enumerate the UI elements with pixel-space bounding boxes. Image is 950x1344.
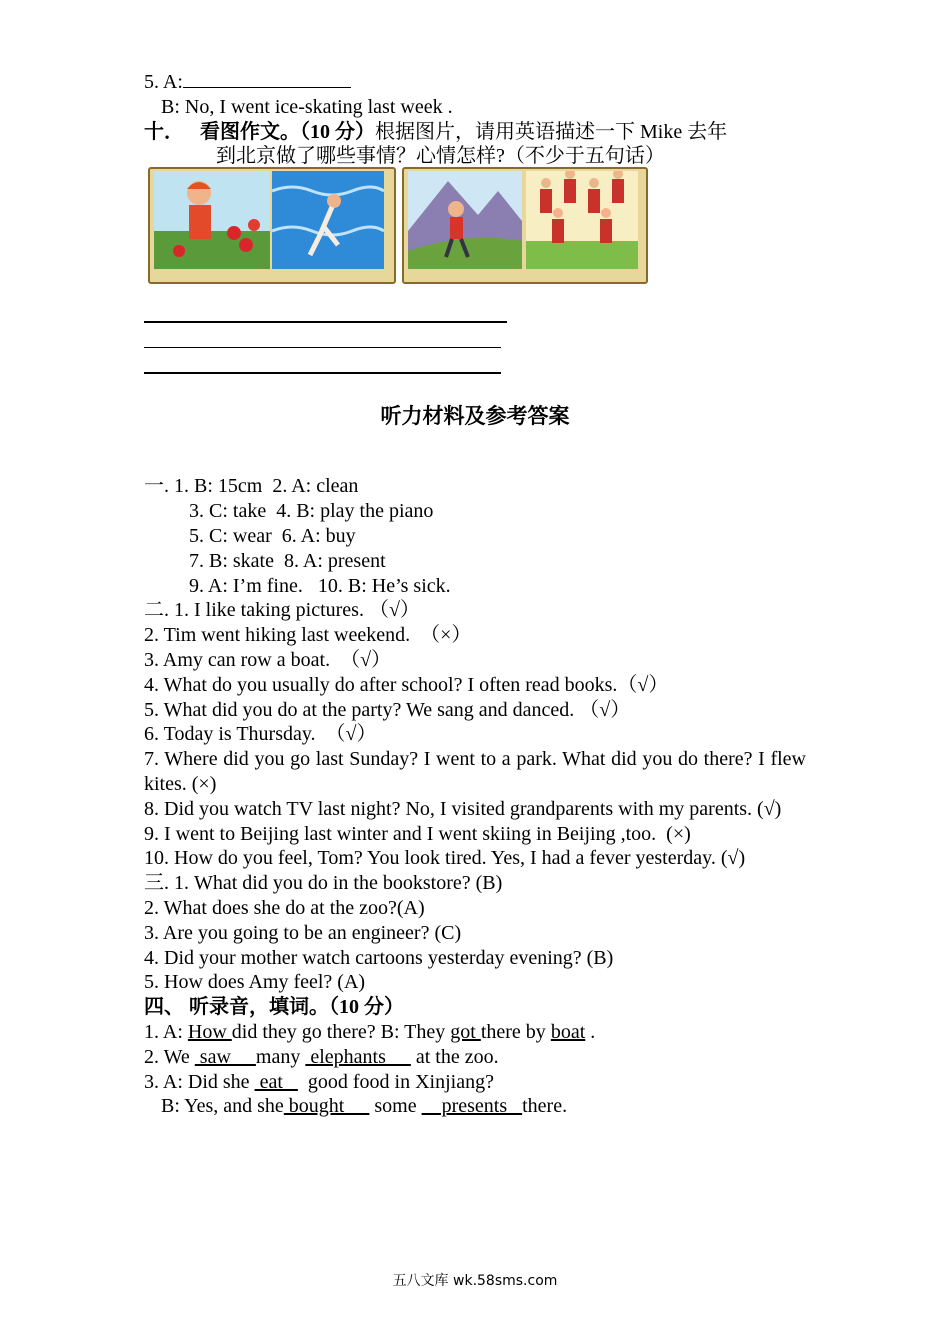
picture-mike-flowers: [154, 171, 270, 269]
part-1-line: 7. B: skate 8. A: present: [189, 549, 386, 572]
question-5b: B: No, I went ice-skating last week .: [161, 95, 453, 118]
part-1-line: 9. A: I’m fine. 10. B: He’s sick.: [189, 574, 451, 597]
document-page: [144, 70, 806, 1119]
part-2-item: 4. What do you usually do after school? I often read books.（√）: [144, 673, 669, 696]
part-2-item: 6. Today is Thursday. （√）: [144, 723, 377, 746]
section-10-title: 看图作文。（10 分）: [200, 120, 375, 143]
section-10-number: 十．: [144, 120, 184, 143]
part-3-item: 5. How does Amy feel? (A): [144, 971, 366, 994]
text: .: [590, 1021, 596, 1044]
part-2-item: 7. Where did you go last Sunday? I went to a park. What did you do there? I flew kites. (×): [144, 748, 806, 796]
answer: bought: [283, 1095, 370, 1118]
picture-books: [148, 167, 806, 287]
part-4-heading: 四、 听录音，填词。（10 分）: [144, 996, 404, 1019]
writing-line-3[interactable]: [144, 372, 501, 374]
part-4-line-2: [144, 1045, 806, 1070]
writing-line-2[interactable]: [144, 347, 501, 349]
part-1-line: 3. C: take 4. B: play the piano: [189, 500, 434, 523]
part-2-answers: [144, 598, 806, 871]
part-4-answers: [144, 995, 806, 1119]
part-1-answers: [144, 474, 806, 598]
text: 3. A: Did she: [144, 1070, 255, 1093]
text: at the zoo.: [410, 1045, 499, 1068]
picture-mike-dancing: [526, 171, 638, 269]
text: B: Yes, and she: [161, 1095, 284, 1118]
part-2-item: 8. Did you watch TV last night? No, I visited grandparents with my parents. (√): [144, 797, 782, 820]
part-4-line-4: [144, 1094, 806, 1119]
text: did they go there? B: They: [231, 1021, 451, 1044]
answer: got: [450, 1021, 481, 1044]
answer: eat: [254, 1070, 298, 1093]
part-2-item: 9. I went to Beijing last winter and I went skiing in Beijing ,too. (×): [144, 822, 691, 845]
picture-mike-hiking: [408, 171, 522, 269]
part-2-item: 10. How do you feel, Tom? You look tired. Yes, I had a fever yesterday. (√): [144, 847, 746, 870]
answer: elephants: [305, 1045, 411, 1068]
answer-blank[interactable]: [183, 71, 351, 88]
text: many: [255, 1045, 306, 1068]
answer: saw: [194, 1045, 256, 1068]
part-4-line-3: [144, 1070, 806, 1095]
part-3-item: 三. 1. What did you do in the bookstore? (B): [144, 872, 503, 895]
question-5a: [144, 70, 806, 95]
section-10-heading: [144, 120, 806, 170]
footer-watermark: 五八文库 wk.58sms.com: [392, 1273, 558, 1289]
text: 1. A:: [144, 1021, 188, 1044]
part-2-item: 3. Amy can row a boat. （√）: [144, 649, 392, 672]
section-10-instruction-2: 到北京做了哪些事情？心情怎样?（不少于五句话）: [216, 145, 665, 168]
part-2-item: 5. What did you do at the party? We sang and danced. （√）: [144, 698, 631, 721]
writing-lines: [144, 321, 806, 374]
text: good food in Xinjiang?: [297, 1070, 494, 1093]
answer: How: [187, 1021, 232, 1044]
part-2-item: 2. Tim went hiking last weekend. （×）: [144, 624, 472, 647]
part-1-line: 一. 1. B: 15cm 2. A: clean: [144, 475, 359, 498]
question-5a-text: 5. A:: [144, 71, 183, 93]
part-2-item: 二. 1. I like taking pictures. （√）: [144, 599, 420, 622]
answer: boat: [550, 1021, 586, 1044]
text: 2. We: [144, 1045, 195, 1068]
part-3-item: 4. Did your mother watch cartoons yesterday evening? (B): [144, 946, 614, 969]
answers-title: 听力材料及参考答案: [380, 403, 570, 428]
text: there.: [522, 1095, 568, 1118]
answer: presents: [421, 1095, 523, 1118]
part-1-line: 5. C: wear 6. A: buy: [189, 525, 356, 548]
part-3-item: 3. Are you going to be an engineer? (C): [144, 921, 462, 944]
section-10-instruction: 根据图片，请用英语描述一下 Mike 去年: [375, 120, 728, 143]
part-3-answers: [144, 871, 806, 995]
writing-line-1[interactable]: [144, 321, 507, 323]
text: there by: [480, 1021, 551, 1044]
part-4-line-1: [144, 1020, 806, 1045]
picture-mike-swimming: [272, 171, 384, 269]
text: some: [369, 1095, 422, 1118]
part-3-item: 2. What does she do at the zoo?(A): [144, 897, 425, 920]
